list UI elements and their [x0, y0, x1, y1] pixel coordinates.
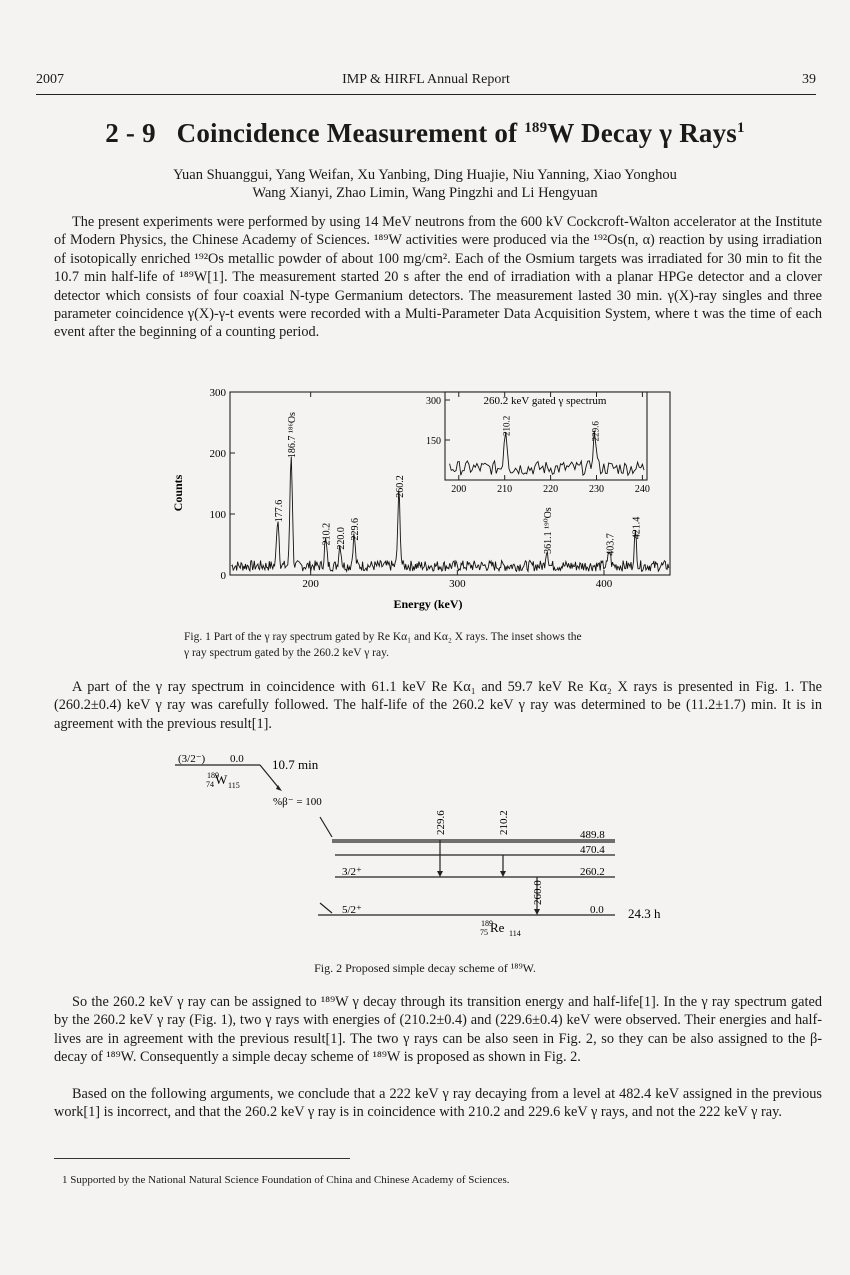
- footnote: 1 Supported by the National Natural Science Foundation of China and Chinese Academy of Sciences.: [62, 1174, 510, 1186]
- paragraph-2: A part of the γ ray spectrum in coincidence with 61.1 keV Re Kα₁ and 59.7 keV Re Kα₂ X rays is presented in Fig. 1. The (260.2±0.4) keV γ ray was carefully followed. The half-life of the 260.2 keV γ ray was determined to be (11.2±1.7) min. It is in agreement with the previous result[1].: [54, 679, 822, 732]
- main-peak-label: 220.0: [336, 527, 347, 550]
- level-energy-489-8: 489.8: [580, 829, 605, 841]
- main-peak-label: 177.6: [273, 499, 285, 523]
- main-y-tick-label: 100: [209, 509, 226, 521]
- level-spin-ground: 5/2⁺: [342, 904, 362, 916]
- figure-1-caption: [184, 629, 582, 661]
- main-peak-label: 421.4: [631, 516, 643, 540]
- article-title: [0, 118, 850, 149]
- main-peak-label: 403.7: [605, 533, 617, 556]
- figure-2-decay-scheme: [160, 745, 720, 975]
- beta-branch: %β⁻ = 100: [273, 796, 322, 808]
- daughter-halflife: 24.3 h: [628, 906, 661, 921]
- parent-neutron-number: 115: [228, 781, 240, 790]
- title-mass-number: 189: [524, 120, 548, 136]
- daughter-atomic-number: 75: [480, 928, 488, 937]
- inset-plot-axes: [426, 392, 650, 495]
- figure-1-spectrum-chart: [160, 380, 680, 615]
- level-energy-ground: 0.0: [590, 904, 604, 916]
- paragraph-4: Based on the following arguments, we conclude that a 222 keV γ ray decaying from a level at 482.4 keV assigned in the previous work[1] is incorrect, and that the 260.2 keV γ ray is in coincidence with 210.2 and 229.6 keV γ rays, and not the 222 keV γ ray.: [54, 1086, 822, 1121]
- transition-label-210-2: 210.2: [498, 810, 510, 835]
- parent-mass-number: 189: [207, 771, 219, 780]
- main-peak-label: 229.6: [350, 518, 362, 541]
- inset-x-tick-label: 240: [634, 484, 650, 495]
- level-energy-260-2: 260.2: [580, 866, 605, 878]
- header-year: 2007: [36, 72, 64, 87]
- inset-peak-label: 229.6: [590, 421, 601, 442]
- paragraph-1: The present experiments were performed by using 14 MeV neutrons from the 600 kV Cockcroft-Walton accelerator at the Institute of Modern Physics, the Chinese Academy of Sciences. ¹⁸⁹W activities were produced via the ¹⁹²Os(n, α) reaction by using irradiation of isotopically enriched ¹⁹²Os metallic powder of about 100 mg/cm². Each of the Osmium targets was irradiated for 30 min to fit the 10.7 min half-life of ¹⁸⁹W[1]. The measurement started 20 s after the end of irradiation with a planar HPGe detector and a clover detector which consists of four coaxial N-type Germanium detectors. The measurement lasted 30 min. γ(X)-ray singles and three parameter coincidence γ(X)-γ-t events were recorded with a Multi-Parameter Data Acquisition System, where t was the time of each event after the beginning of a counting period.: [54, 214, 822, 341]
- figure-2-caption: Fig. 2 Proposed simple decay scheme of ¹⁸⁹W.: [314, 961, 536, 975]
- main-y-tick-label: 300: [209, 387, 226, 399]
- inset-x-tick-label: 230: [589, 484, 604, 495]
- inset-x-tick-label: 210: [497, 484, 513, 495]
- parent-spin: (3/2⁻): [178, 753, 206, 765]
- title-footnote-mark: 1: [737, 120, 745, 136]
- footnote-divider: [54, 1158, 350, 1159]
- authors-line-2: Wang Xianyi, Zhao Limin, Wang Pingzhi and Li Hengyuan: [252, 185, 598, 201]
- arrowhead-229-6: [437, 871, 443, 877]
- main-peak-label: 186.7 ¹⁸⁶Os: [287, 412, 299, 459]
- transition-label-260-0: 260.0: [532, 880, 544, 905]
- running-header: [36, 72, 816, 95]
- arrowhead-210-2: [500, 871, 506, 877]
- inset-title: 260.2 keV gated γ spectrum: [483, 395, 607, 407]
- parent-nucleus: W: [215, 772, 228, 787]
- article-number: 2 - 9: [105, 118, 156, 148]
- title-pre: Coincidence Measurement of: [176, 118, 525, 148]
- inset-peak-label: 210.2: [501, 415, 512, 436]
- header-page-number: 39: [802, 72, 816, 87]
- main-x-tick-label: 200: [302, 578, 319, 590]
- main-peak-label: 210.2: [321, 522, 333, 546]
- inset-x-tick-label: 200: [451, 484, 467, 495]
- daughter-mass-number: 189: [481, 919, 493, 928]
- arrowhead-260-0: [534, 909, 540, 915]
- author-list: [0, 166, 850, 202]
- main-peak-label: 260.2: [394, 475, 406, 498]
- level-energy-470-4: 470.4: [580, 844, 605, 856]
- level-spin-260-2: 3/2⁺: [342, 866, 362, 878]
- title-post: W Decay γ Rays: [547, 118, 738, 148]
- inset-y-tick-label: 150: [426, 436, 441, 447]
- daughter-neutron-number: 114: [509, 929, 521, 938]
- header-journal: IMP & HIRFL Annual Report: [342, 72, 510, 87]
- daughter-nucleus: Re: [490, 920, 505, 935]
- main-y-tick-label: 200: [209, 448, 226, 460]
- figure-1-caption-line-2: γ ray spectrum gated by the 260.2 keV γ ray.: [184, 647, 389, 659]
- main-x-tick-label: 300: [449, 578, 466, 590]
- parent-halflife: 10.7 min: [272, 757, 319, 772]
- inset-y-tick-label: 300: [426, 396, 441, 407]
- main-peak-label: 361.1 ¹⁹⁰Os: [542, 507, 554, 554]
- parent-energy: 0.0: [230, 753, 244, 765]
- x-axis-label: Energy (keV): [393, 597, 463, 611]
- parent-atomic-number: 74: [206, 780, 214, 789]
- beta-decay-arrow-lower: [320, 817, 332, 837]
- main-x-tick-label: 400: [595, 578, 613, 590]
- figure-1-caption-line-1: Fig. 1 Part of the γ ray spectrum gated by Re Kα₁ and Kα₂ X rays. The inset shows the: [184, 631, 582, 643]
- inset-x-tick-label: 220: [543, 484, 559, 495]
- transition-label-229-6: 229.6: [435, 810, 447, 835]
- main-y-tick-label: 0: [220, 570, 226, 582]
- y-axis-label: Counts: [171, 474, 185, 512]
- authors-line-1: Yuan Shuanggui, Yang Weifan, Xu Yanbing, Ding Huajie, Niu Yanning, Xiao Yonghou: [173, 167, 677, 183]
- ground-beta-arrow: [320, 903, 332, 913]
- paragraph-3: So the 260.2 keV γ ray can be assigned to ¹⁸⁹W γ decay through its transition energy and half-life[1]. In the γ ray spectrum gated by the 260.2 keV γ ray (Fig. 1), two γ rays with energies of (210.2±0.4) and (229.6±0.4) keV were observed. Their energies and half-lives are in agreement with the previous result[1]. The two γ rays can be also seen in Fig. 2, so they can be also assigned to the β-decay of ¹⁸⁹W. Consequently a simple decay scheme of ¹⁸⁹W is proposed as shown in Fig. 2.: [54, 994, 822, 1066]
